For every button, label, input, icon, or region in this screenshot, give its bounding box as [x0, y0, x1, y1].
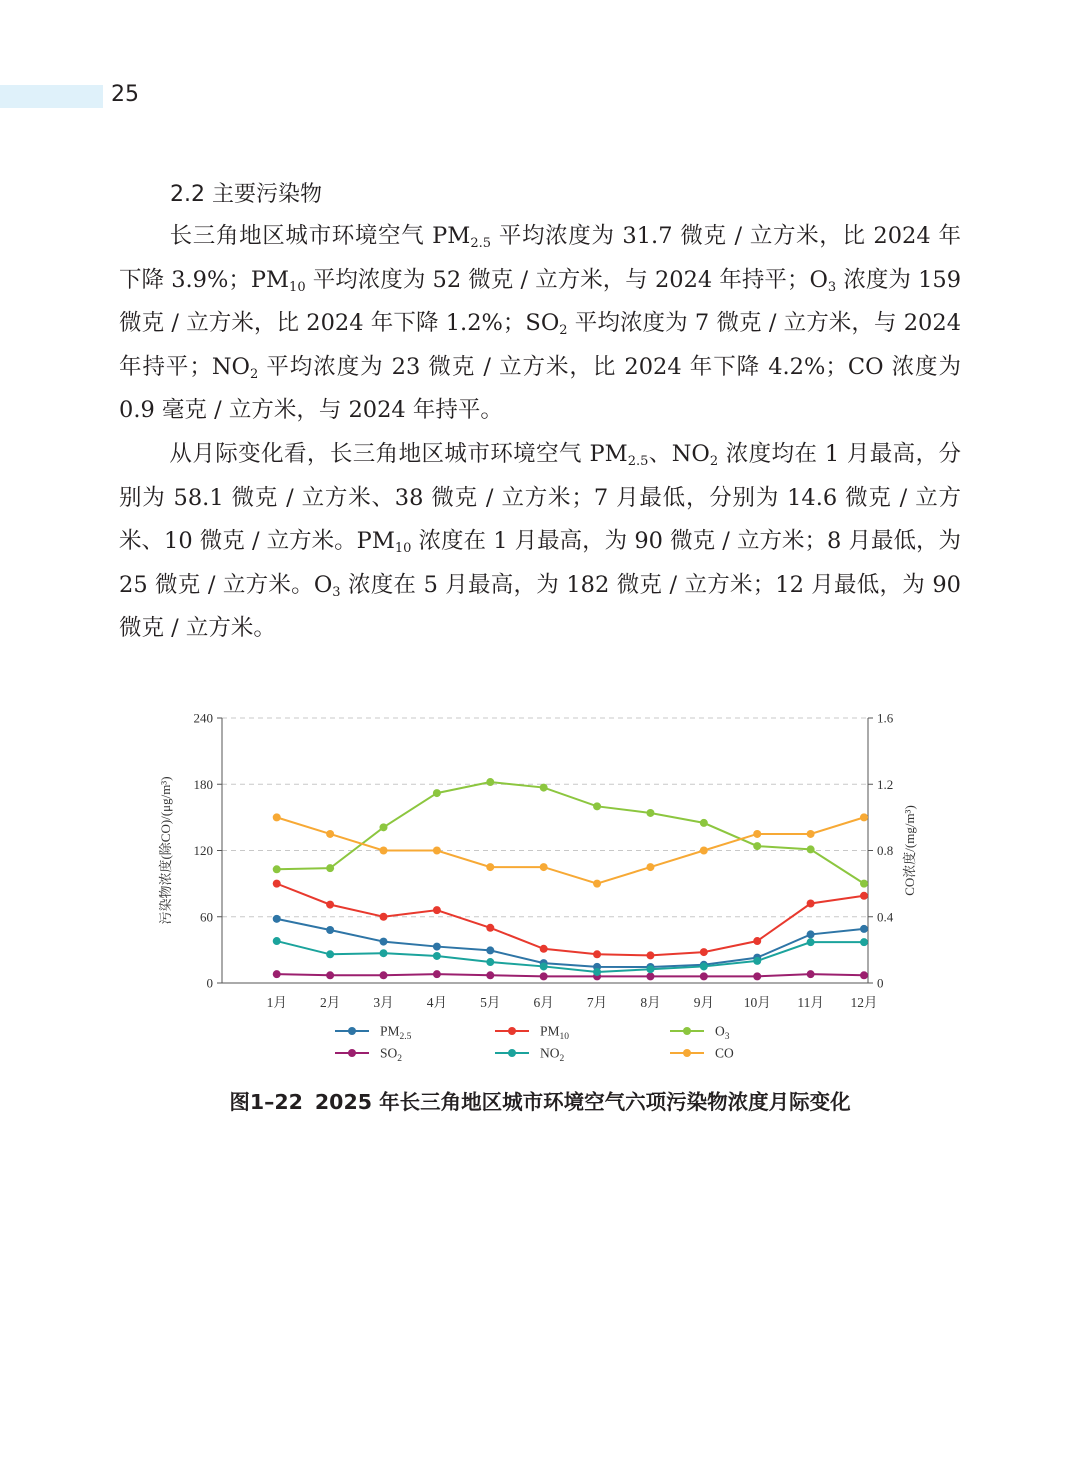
legend-name: NO	[540, 1045, 560, 1061]
paragraph-1	[119, 215, 961, 433]
data-point-co	[326, 830, 334, 838]
legend-marker-o3	[683, 1027, 691, 1035]
data-point-co	[540, 863, 548, 871]
data-point-no2	[860, 938, 868, 946]
subscript: 2.5	[627, 454, 649, 469]
subscript: 2	[559, 323, 568, 338]
data-point-no2	[593, 968, 601, 976]
data-point-pm10	[753, 937, 761, 945]
data-point-o3	[273, 865, 281, 873]
paragraph-1-content	[119, 223, 961, 423]
figure-number: 图1–22	[229, 1090, 303, 1114]
series-line-pm10	[277, 884, 864, 956]
x-tick-label: 11月	[797, 995, 824, 1010]
data-point-co	[646, 863, 654, 871]
text-run: 从月际变化看，长三角地区城市环境空气 PM	[169, 441, 628, 467]
y-tick-label-left: 60	[200, 909, 213, 925]
legend-label-co	[715, 1046, 734, 1061]
subscript: 2	[249, 366, 259, 382]
data-point-co	[273, 813, 281, 821]
legend-marker-no2	[508, 1049, 516, 1057]
x-tick-label: 8月	[640, 995, 661, 1010]
data-point-pm25	[860, 925, 868, 933]
series-line-o3	[277, 782, 864, 884]
data-point-no2	[700, 962, 708, 970]
x-tick-label: 5月	[480, 995, 501, 1010]
data-point-so2	[807, 970, 815, 978]
y-tick-label-right: 1.2	[877, 776, 894, 792]
figure-caption	[0, 1085, 1080, 1115]
data-point-so2	[273, 970, 281, 978]
data-point-co	[593, 880, 601, 888]
y-tick-label-right: 1.6	[877, 710, 894, 726]
series-line-no2	[277, 941, 864, 972]
legend-marker-co	[683, 1049, 691, 1057]
data-point-co	[807, 830, 815, 838]
x-tick-label: 10月	[743, 995, 771, 1010]
data-point-co	[486, 863, 494, 871]
legend-name: PM	[540, 1023, 560, 1039]
data-point-o3	[326, 864, 334, 872]
data-point-pm10	[807, 900, 815, 908]
text-run: 浓度在 1 月最高，为 90 微克 / 立方米；8 月最低，为 25 微克 / 立方米。O	[119, 528, 961, 598]
data-point-pm25	[433, 943, 441, 951]
legend-subscript: 2.5	[399, 1032, 412, 1042]
text-run: 浓度在 5 月最高，为 182 微克 / 立方米；12 月最低，为 90 微克 / 立方米。	[119, 571, 961, 641]
data-point-o3	[646, 809, 654, 817]
legend-label-o3	[715, 1024, 730, 1043]
data-point-pm25	[273, 915, 281, 923]
data-point-co	[700, 847, 708, 855]
data-point-o3	[380, 823, 388, 831]
data-point-o3	[860, 880, 868, 888]
x-tick-label: 7月	[586, 995, 608, 1010]
section-heading: 2.2 主要污染物	[170, 182, 322, 207]
data-point-so2	[486, 971, 494, 979]
x-tick-label: 3月	[373, 995, 394, 1010]
data-point-so2	[860, 971, 868, 979]
page-number: 25	[111, 82, 139, 107]
legend-name: SO	[380, 1045, 398, 1061]
series-line-pm25	[277, 919, 864, 967]
text-run: 浓度为 159 微克 / 立方米，比 2024 年下降 1.2%；SO	[119, 266, 962, 336]
data-point-no2	[540, 962, 548, 970]
text-run: 平均浓度为 31.7 微克 / 立方米，比 2024 年下降 3.9%；PM	[119, 223, 961, 293]
data-point-pm10	[380, 913, 388, 921]
data-point-no2	[326, 950, 334, 958]
data-point-pm10	[433, 906, 441, 914]
paragraph-2-content	[119, 441, 961, 641]
text-run: 平均浓度为 52 微克 / 立方米，与 2024 年持平；O	[305, 266, 828, 293]
data-point-pm10	[273, 880, 281, 888]
figure-title: 2025 年长三角地区城市环境空气六项污染物浓度月际变化	[314, 1090, 851, 1114]
y-tick-label-left: 0	[206, 975, 213, 991]
subscript: 3	[827, 279, 837, 295]
data-point-pm25	[807, 930, 815, 938]
data-point-so2	[753, 972, 761, 980]
x-tick-label: 9月	[693, 995, 714, 1010]
pollutant-monthly-chart	[150, 700, 930, 1078]
y-axis-title-left: 污染物浓度(除CO)/(μg/m³)	[158, 776, 173, 925]
data-point-pm10	[646, 951, 654, 959]
legend-label-no2	[540, 1046, 565, 1065]
legend-name: CO	[715, 1045, 734, 1061]
series-line-so2	[277, 974, 864, 976]
y-tick-label-right: 0.4	[877, 909, 894, 925]
x-tick-label: 4月	[426, 995, 448, 1010]
data-point-pm10	[700, 948, 708, 956]
data-point-no2	[646, 965, 654, 973]
legend-label-pm10	[540, 1024, 569, 1043]
y-tick-label-right: 0	[877, 975, 884, 991]
subscript: 2	[709, 454, 719, 469]
legend-subscript: 3	[724, 1032, 730, 1042]
data-point-pm10	[593, 950, 601, 958]
x-tick-label: 1月	[266, 995, 287, 1010]
data-point-so2	[700, 972, 708, 980]
data-point-so2	[380, 971, 388, 979]
legend-marker-pm25	[348, 1027, 356, 1035]
data-point-o3	[540, 784, 548, 792]
legend-name: O	[715, 1023, 725, 1039]
x-tick-label: 6月	[533, 995, 554, 1010]
subscript: 2.5	[470, 236, 492, 251]
data-point-no2	[273, 937, 281, 945]
subscript: 10	[394, 541, 412, 556]
data-point-co	[433, 847, 441, 855]
data-point-o3	[753, 842, 761, 850]
data-point-pm25	[380, 938, 388, 946]
legend-subscript: 2	[397, 1054, 403, 1064]
data-point-no2	[380, 949, 388, 957]
data-point-co	[753, 830, 761, 838]
data-point-o3	[700, 819, 708, 827]
legend-label-pm25	[380, 1024, 412, 1043]
data-point-no2	[433, 952, 441, 960]
page-number-tab	[0, 85, 103, 108]
text-run: 浓度均在 1 月最高，分别为 58.1 微克 / 立方米、38 微克 / 立方米；7 月最低，分别为 14.6 微克 / 立方米、10 微克 / 立方米。PM	[119, 441, 961, 554]
subscript: 3	[332, 584, 341, 600]
text-run: 平均浓度为 23 微克 / 立方米，比 2024 年下降 4.2%；CO 浓度为 0.9 毫克 / 立方米，与 2024 年持平。	[119, 353, 962, 423]
data-point-o3	[593, 802, 601, 810]
data-point-so2	[646, 972, 654, 980]
legend-marker-so2	[348, 1049, 356, 1057]
data-point-o3	[807, 845, 815, 853]
data-point-pm25	[326, 926, 334, 934]
legend-subscript: 10	[559, 1032, 570, 1042]
data-point-pm25	[486, 946, 494, 954]
legend-marker-pm10	[508, 1027, 516, 1035]
data-point-no2	[753, 957, 761, 965]
data-point-pm10	[860, 892, 868, 900]
data-point-o3	[433, 789, 441, 797]
data-point-no2	[486, 958, 494, 966]
data-point-co	[380, 847, 388, 855]
data-point-so2	[433, 970, 441, 978]
y-tick-label-left: 120	[193, 843, 213, 858]
y-axis-title-right: CO浓度/(mg/m³)	[902, 805, 917, 896]
legend-subscript: 2	[559, 1054, 565, 1064]
data-point-pm10	[540, 945, 548, 953]
text-run: 、NO	[648, 441, 710, 467]
data-point-no2	[807, 938, 815, 946]
y-tick-label-right: 0.8	[877, 843, 894, 858]
y-tick-label-left: 180	[193, 776, 213, 792]
x-tick-label: 2月	[319, 995, 341, 1010]
legend-label-so2	[380, 1046, 402, 1065]
subscript: 10	[289, 279, 306, 295]
legend-name: PM	[380, 1023, 400, 1039]
text-run: 长三角地区城市环境空气 PM	[169, 223, 471, 249]
data-point-pm10	[486, 924, 494, 932]
data-point-co	[860, 813, 868, 821]
data-point-so2	[326, 971, 334, 979]
text-run: 平均浓度为 7 微克 / 立方米，与 2024 年持平；NO	[119, 310, 962, 380]
data-point-so2	[540, 972, 548, 980]
data-point-pm10	[326, 901, 334, 909]
y-tick-label-left: 240	[193, 710, 213, 726]
paragraph-2	[119, 433, 961, 651]
x-tick-label: 12月	[850, 995, 878, 1010]
data-point-o3	[486, 778, 494, 786]
